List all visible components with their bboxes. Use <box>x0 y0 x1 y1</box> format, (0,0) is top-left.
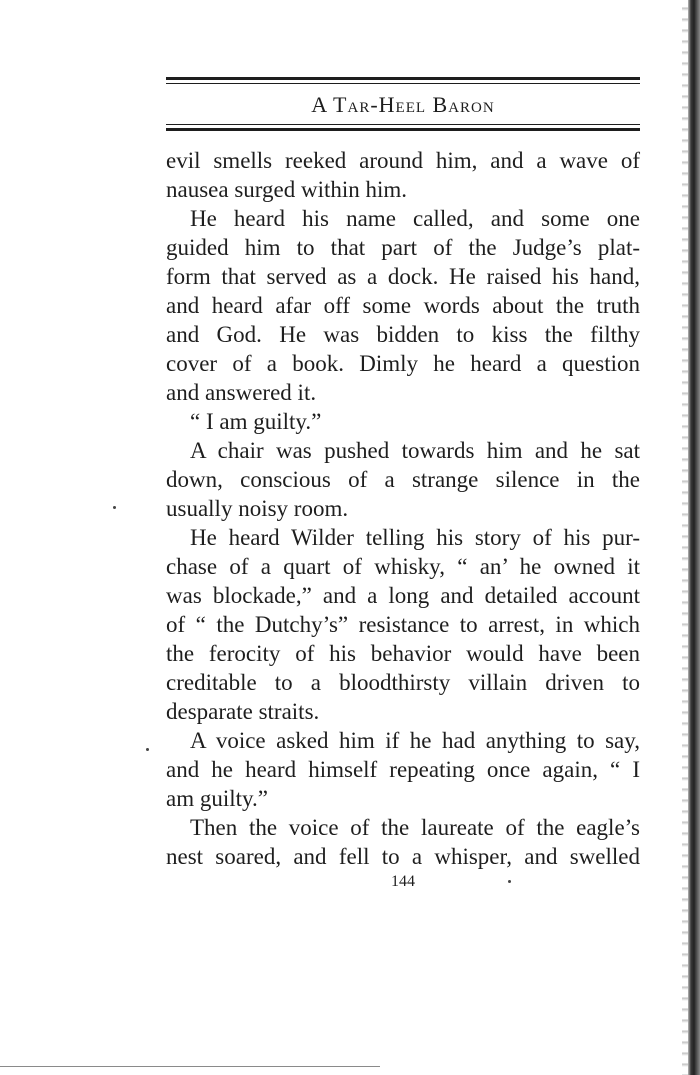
text-line: desparate straits. <box>166 699 320 724</box>
text-line: “ I am guilty.” <box>190 409 322 434</box>
page-number: 144 <box>391 873 415 890</box>
text-line: chase of a quart of whisky, “ an’ he owned it <box>166 554 640 579</box>
header-rule-top-thin <box>166 83 640 84</box>
text-line: of “ the Dutchy’s” resistance to arrest, in which <box>166 612 640 637</box>
text-line: nest soared, and fell to a whisper, and swelled <box>166 844 640 869</box>
text-line: and answered it. <box>166 380 317 405</box>
text-line: cover of a book. Dimly he heard a question <box>166 351 640 376</box>
text-line: usually noisy room. <box>166 496 349 521</box>
text-line: and God. He was bidden to kiss the filthy <box>166 322 640 347</box>
text-line: guided him to that part of the Judge’s plat- <box>166 235 640 260</box>
text-line: He heard Wilder telling his story of his pur- <box>190 525 640 550</box>
text-line: A voice asked him if he had anything to say, <box>190 728 640 753</box>
header-rule-top-thick <box>166 77 640 80</box>
text-line: down, conscious of a strange silence in the <box>166 467 640 492</box>
body-text <box>166 146 640 871</box>
page-edge-shadow <box>688 0 700 1075</box>
running-head: A Tar-Heel Baron <box>311 92 495 117</box>
page-edge-texture <box>682 0 688 1075</box>
text-line: A chair was pushed towards him and he sat <box>190 438 640 463</box>
page-bottom-edge <box>0 1066 380 1067</box>
text-line: and heard afar off some words about the truth <box>166 293 640 318</box>
print-speck <box>113 506 116 509</box>
text-line: Then the voice of the laureate of the eagle’s <box>190 815 640 840</box>
header-rule-bottom-thin <box>166 124 640 125</box>
text-line: He heard his name called, and some one <box>190 206 640 231</box>
print-speck <box>146 748 149 751</box>
text-line: nausea surged within him. <box>166 177 408 202</box>
header-rule-bottom-thick <box>166 128 640 131</box>
text-line: evil smells reeked around him, and a wave of <box>166 148 640 173</box>
text-line: creditable to a bloodthirsty villain driven to <box>166 670 640 695</box>
text-line: form that served as a dock. He raised his hand, <box>166 264 640 289</box>
print-speck <box>508 880 511 883</box>
text-line: the ferocity of his behavior would have been <box>166 641 640 666</box>
text-line: and he heard himself repeating once again, “ I <box>166 757 640 782</box>
text-line: am guilty.” <box>166 786 268 811</box>
text-line: was blockade,” and a long and detailed account <box>166 583 640 608</box>
